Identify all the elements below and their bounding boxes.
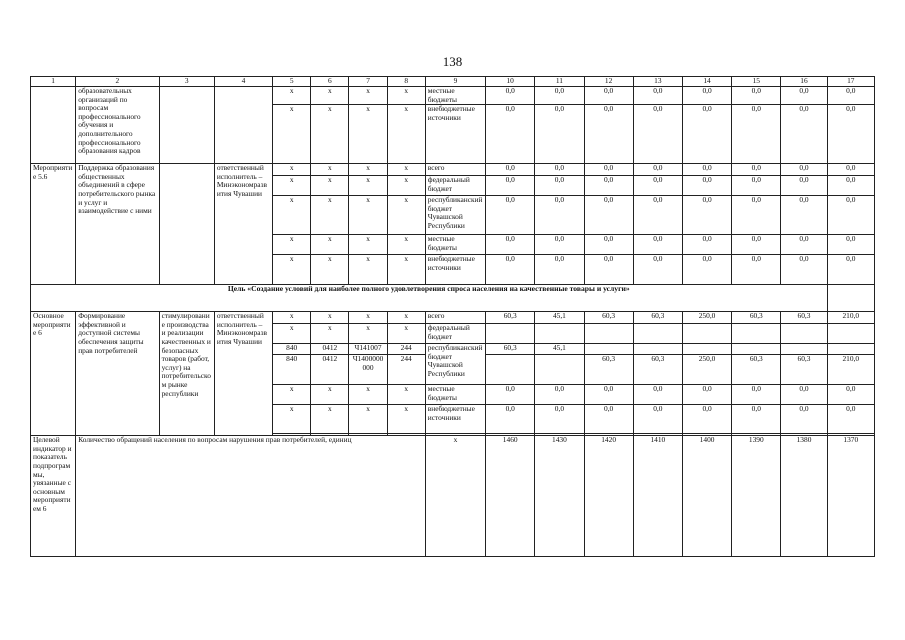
table-row <box>31 87 875 105</box>
value-cell-12: 0,0 <box>584 176 633 196</box>
value-cell-17: 0,0 <box>827 385 874 405</box>
task-cell <box>159 164 214 285</box>
value-cell-13: 0,0 <box>633 105 682 164</box>
goal-empty-cell <box>827 285 874 312</box>
header-cell-7: 7 <box>349 77 387 87</box>
value-cell-13: 60,3 <box>633 355 682 385</box>
header-cell-9: 9 <box>425 77 485 87</box>
value-cell-13: 60,3 <box>633 312 682 324</box>
value-cell-10: 0,0 <box>486 87 535 105</box>
measure-cell: Мероприятие 5.6 <box>31 164 76 285</box>
funding-source-cell: внебюджетные источники <box>425 405 485 434</box>
value-cell-11: 45,1 <box>535 312 584 324</box>
code-cell-8: x <box>387 105 425 164</box>
code-cell-7: Ч1400000000 <box>349 355 387 385</box>
indicator-value-cell-15: 1390 <box>732 436 781 557</box>
indicator-description-cell: Количество обращений населения по вопросам нарушения прав потребителей, единиц <box>76 436 426 557</box>
value-cell-15 <box>732 344 781 355</box>
value-cell-11 <box>535 355 584 385</box>
header-cell-12: 12 <box>584 77 633 87</box>
code-cell-6: x <box>311 87 349 105</box>
funding-source-cell: внебюджетные источники <box>425 105 485 164</box>
value-cell-17: 210,0 <box>827 312 874 324</box>
value-cell-11: 0,0 <box>535 196 584 235</box>
header-cell-15: 15 <box>732 77 781 87</box>
indicator-value-cell-12: 1420 <box>584 436 633 557</box>
funding-source-cell: республиканский бюджет Чувашской Республики <box>425 196 485 235</box>
value-cell-17: 0,0 <box>827 87 874 105</box>
value-cell-15: 0,0 <box>732 105 781 164</box>
measure-cell <box>31 87 76 164</box>
value-cell-16: 60,3 <box>781 355 827 385</box>
value-cell-13: 0,0 <box>633 235 682 255</box>
funding-source-cell: местные бюджеты <box>425 235 485 255</box>
page-number: 138 <box>442 54 463 69</box>
code-cell-7: x <box>349 87 387 105</box>
value-cell-13: 0,0 <box>633 176 682 196</box>
value-cell-12: 0,0 <box>584 164 633 176</box>
funding-source-cell: федеральный бюджет <box>425 176 485 196</box>
value-cell-17: 0,0 <box>827 105 874 164</box>
value-cell-14: 0,0 <box>682 164 731 176</box>
code-cell-7: x <box>349 176 387 196</box>
funding-source-cell: федеральный бюджет <box>425 324 485 344</box>
value-cell-12: 0,0 <box>584 235 633 255</box>
value-cell-12: 0,0 <box>584 196 633 235</box>
value-cell-10: 60,3 <box>486 344 535 355</box>
value-cell-14: 0,0 <box>682 176 731 196</box>
header-cell-5: 5 <box>273 77 311 87</box>
value-cell-11: 0,0 <box>535 405 584 434</box>
value-cell-11: 0,0 <box>535 235 584 255</box>
value-cell-13 <box>633 344 682 355</box>
header-cell-11: 11 <box>535 77 584 87</box>
value-cell-15: 0,0 <box>732 164 781 176</box>
value-cell-14: 0,0 <box>682 255 731 285</box>
code-cell-8: x <box>387 255 425 285</box>
value-cell-16: 0,0 <box>781 164 827 176</box>
value-cell-14: 0,0 <box>682 385 731 405</box>
value-cell-12: 60,3 <box>584 312 633 324</box>
code-cell-8: x <box>387 385 425 405</box>
value-cell-17: 210,0 <box>827 355 874 385</box>
value-cell-10: 0,0 <box>486 196 535 235</box>
code-cell-5: x <box>273 405 311 434</box>
indicator-value-cell-16: 1380 <box>781 436 827 557</box>
code-cell-6: 0412 <box>311 355 349 385</box>
value-cell-13: 0,0 <box>633 405 682 434</box>
value-cell-12: 0,0 <box>584 405 633 434</box>
value-cell-11: 0,0 <box>535 105 584 164</box>
value-cell-12 <box>584 324 633 344</box>
value-cell-16: 0,0 <box>781 176 827 196</box>
value-cell-16 <box>781 324 827 344</box>
value-cell-12: 0,0 <box>584 87 633 105</box>
value-cell-11: 0,0 <box>535 87 584 105</box>
code-cell-6: x <box>311 324 349 344</box>
header-cell-16: 16 <box>781 77 827 87</box>
value-cell-15: 60,3 <box>732 312 781 324</box>
value-cell-15: 0,0 <box>732 196 781 235</box>
code-cell-6: 0412 <box>311 344 349 355</box>
value-cell-10: 0,0 <box>486 235 535 255</box>
value-cell-12: 0,0 <box>584 105 633 164</box>
value-cell-13: 0,0 <box>633 255 682 285</box>
description-cell: Формирование эффективной и доступной системы обеспечения защиты прав потребителей <box>76 312 159 436</box>
value-cell-16: 0,0 <box>781 196 827 235</box>
task-cell <box>159 87 214 164</box>
code-cell-8: x <box>387 87 425 105</box>
code-cell-7: x <box>349 164 387 176</box>
code-cell-5: x <box>273 164 311 176</box>
program-table <box>30 76 875 557</box>
code-cell-6: x <box>311 235 349 255</box>
header-cell-8: 8 <box>387 77 425 87</box>
code-cell-6: x <box>311 196 349 235</box>
value-cell-14: 0,0 <box>682 105 731 164</box>
code-cell-7: x <box>349 324 387 344</box>
indicator-value-cell-13: 1410 <box>633 436 682 557</box>
value-cell-14: 0,0 <box>682 196 731 235</box>
value-cell-16: 0,0 <box>781 87 827 105</box>
value-cell-11 <box>535 324 584 344</box>
header-row <box>31 77 875 87</box>
value-cell-11: 45,1 <box>535 344 584 355</box>
value-cell-11: 0,0 <box>535 385 584 405</box>
value-cell-10: 0,0 <box>486 164 535 176</box>
indicator-value-cell-11: 1430 <box>535 436 584 557</box>
table-row <box>31 312 875 324</box>
code-cell-5: 840 <box>273 344 311 355</box>
executor-cell: ответственный исполнитель – Минэкономразвития Чувашии <box>214 312 272 436</box>
value-cell-16: 60,3 <box>781 312 827 324</box>
code-cell-6: x <box>311 105 349 164</box>
description-cell: образовательных организаций по вопросам профессионального обучения и дополнительного профессионального образования кадров <box>76 87 159 164</box>
code-cell-8: 244 <box>387 355 425 385</box>
value-cell-10: 0,0 <box>486 176 535 196</box>
value-cell-13: 0,0 <box>633 196 682 235</box>
funding-source-cell: всего <box>425 312 485 324</box>
value-cell-10: 0,0 <box>486 255 535 285</box>
value-cell-12: 60,3 <box>584 355 633 385</box>
value-cell-10 <box>486 355 535 385</box>
value-cell-13: 0,0 <box>633 164 682 176</box>
code-cell-8: x <box>387 312 425 324</box>
value-cell-17 <box>827 344 874 355</box>
code-cell-5: x <box>273 105 311 164</box>
code-cell-6: x <box>311 164 349 176</box>
code-cell-7: x <box>349 385 387 405</box>
header-cell-3: 3 <box>159 77 214 87</box>
value-cell-12: 0,0 <box>584 255 633 285</box>
description-cell: Поддержка образования общественных объединений в сфере потребительского рынка и услуг и взаимодействие с ними <box>76 164 159 285</box>
indicator-value-cell-17: 1370 <box>827 436 874 557</box>
code-cell-7: Ч141007 <box>349 344 387 355</box>
indicator-row <box>31 436 875 557</box>
executor-cell <box>214 87 272 164</box>
executor-cell: ответственный исполнитель – Минэкономразвития Чувашии <box>214 164 272 285</box>
code-cell-6: x <box>311 385 349 405</box>
value-cell-13: 0,0 <box>633 385 682 405</box>
value-cell-11: 0,0 <box>535 176 584 196</box>
value-cell-16 <box>781 344 827 355</box>
indicator-source-cell: x <box>425 436 485 557</box>
code-cell-5: x <box>273 312 311 324</box>
code-cell-7: x <box>349 255 387 285</box>
header-cell-14: 14 <box>682 77 731 87</box>
value-cell-12 <box>584 344 633 355</box>
code-cell-7: x <box>349 312 387 324</box>
value-cell-10: 0,0 <box>486 385 535 405</box>
header-cell-2: 2 <box>76 77 159 87</box>
value-cell-13 <box>633 324 682 344</box>
value-cell-10: 0,0 <box>486 105 535 164</box>
task-cell: стимулирование производства и реализации качественных и безопасных товаров (работ, услуг) на потребительском рынке республики <box>159 312 214 436</box>
value-cell-13: 0,0 <box>633 87 682 105</box>
code-cell-7: x <box>349 235 387 255</box>
code-cell-8: 244 <box>387 344 425 355</box>
value-cell-14: 0,0 <box>682 405 731 434</box>
code-cell-7: x <box>349 405 387 434</box>
code-cell-5: x <box>273 255 311 285</box>
header-cell-17: 17 <box>827 77 874 87</box>
value-cell-17: 0,0 <box>827 176 874 196</box>
value-cell-16: 0,0 <box>781 235 827 255</box>
code-cell-6: x <box>311 255 349 285</box>
code-cell-5: x <box>273 324 311 344</box>
value-cell-16: 0,0 <box>781 405 827 434</box>
value-cell-15: 0,0 <box>732 405 781 434</box>
code-cell-5: x <box>273 235 311 255</box>
header-cell-10: 10 <box>486 77 535 87</box>
funding-source-cell: местные бюджеты <box>425 385 485 405</box>
value-cell-17 <box>827 324 874 344</box>
value-cell-10: 60,3 <box>486 312 535 324</box>
code-cell-8: x <box>387 235 425 255</box>
value-cell-16: 0,0 <box>781 255 827 285</box>
code-cell-5: x <box>273 196 311 235</box>
value-cell-10: 0,0 <box>486 405 535 434</box>
goal-row <box>31 285 875 312</box>
code-cell-7: x <box>349 196 387 235</box>
code-cell-8: x <box>387 405 425 434</box>
value-cell-14: 0,0 <box>682 87 731 105</box>
code-cell-7: x <box>349 105 387 164</box>
value-cell-14: 0,0 <box>682 235 731 255</box>
value-cell-14 <box>682 344 731 355</box>
code-cell-5: 840 <box>273 355 311 385</box>
value-cell-17: 0,0 <box>827 255 874 285</box>
table-row <box>31 164 875 176</box>
value-cell-15: 0,0 <box>732 385 781 405</box>
code-cell-6: x <box>311 176 349 196</box>
indicator-label-cell: Целевой индикатор и показатель подпрограммы, увязанные с основным мероприятием 6 <box>31 436 76 557</box>
value-cell-17: 0,0 <box>827 196 874 235</box>
indicator-value-cell-14: 1400 <box>682 436 731 557</box>
measure-cell: Основное мероприятие 6 <box>31 312 76 436</box>
value-cell-14: 250,0 <box>682 355 731 385</box>
value-cell-15: 0,0 <box>732 235 781 255</box>
value-cell-17: 0,0 <box>827 405 874 434</box>
code-cell-5: x <box>273 385 311 405</box>
header-cell-6: 6 <box>311 77 349 87</box>
code-cell-8: x <box>387 176 425 196</box>
value-cell-11: 0,0 <box>535 255 584 285</box>
value-cell-15: 0,0 <box>732 176 781 196</box>
goal-heading: Цель «Создание условий для наиболее полного удовлетворения спроса населения на качественные товары и услуги» <box>31 285 828 312</box>
value-cell-15: 0,0 <box>732 87 781 105</box>
code-cell-6: x <box>311 312 349 324</box>
value-cell-17: 0,0 <box>827 164 874 176</box>
funding-source-cell: внебюджетные источники <box>425 255 485 285</box>
value-cell-15: 0,0 <box>732 255 781 285</box>
value-cell-16: 0,0 <box>781 385 827 405</box>
funding-source-cell: всего <box>425 164 485 176</box>
value-cell-15: 60,3 <box>732 355 781 385</box>
code-cell-8: x <box>387 164 425 176</box>
value-cell-11: 0,0 <box>535 164 584 176</box>
header-cell-4: 4 <box>214 77 272 87</box>
code-cell-5: x <box>273 176 311 196</box>
code-cell-6: x <box>311 405 349 434</box>
indicator-value-cell-10: 1460 <box>486 436 535 557</box>
value-cell-14 <box>682 324 731 344</box>
value-cell-14: 250,0 <box>682 312 731 324</box>
funding-source-cell: местные бюджеты <box>425 87 485 105</box>
value-cell-17: 0,0 <box>827 235 874 255</box>
code-cell-8: x <box>387 196 425 235</box>
funding-source-cell: республиканский бюджет Чувашской Республики <box>425 344 485 385</box>
value-cell-16: 0,0 <box>781 105 827 164</box>
code-cell-5: x <box>273 87 311 105</box>
header-cell-1: 1 <box>31 77 76 87</box>
value-cell-12: 0,0 <box>584 385 633 405</box>
code-cell-8: x <box>387 324 425 344</box>
header-cell-13: 13 <box>633 77 682 87</box>
value-cell-10 <box>486 324 535 344</box>
value-cell-15 <box>732 324 781 344</box>
